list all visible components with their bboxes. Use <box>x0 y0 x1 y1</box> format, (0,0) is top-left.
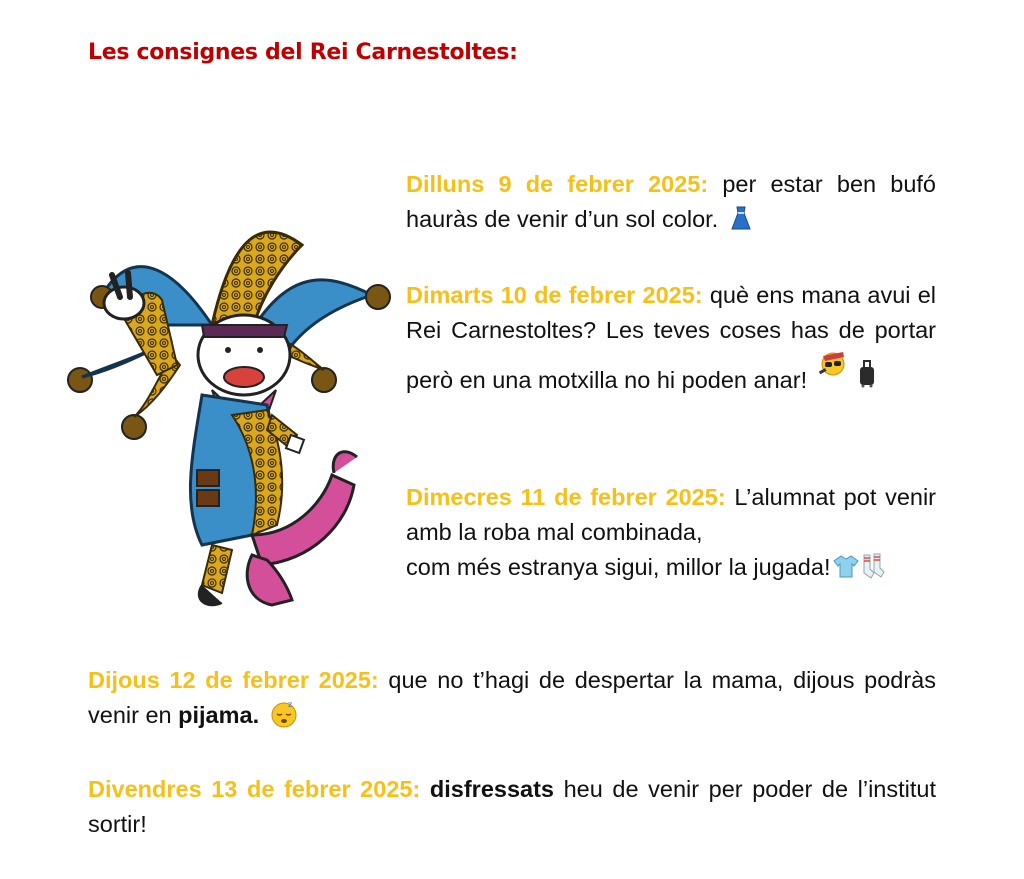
entry-text-2: com més estranya sigui, millor la jugada! <box>406 554 831 580</box>
entry-thursday <box>88 663 936 733</box>
cool-face-icon <box>817 348 847 378</box>
entry-wednesday <box>406 480 936 585</box>
jester-illustration <box>62 205 402 615</box>
socks-icon <box>860 553 886 579</box>
luggage-icon <box>856 358 878 388</box>
entry-date: Dimarts 10 de febrer 2025: <box>406 282 703 308</box>
entry-date: Dijous 12 de febrer 2025: <box>88 667 379 693</box>
entry-text-end: poden anar! <box>681 367 808 393</box>
entry-date: Dilluns 9 de febrer 2025: <box>406 171 709 197</box>
page-title: Les consignes del Rei Carnestoltes: <box>88 40 518 65</box>
entry-text: què ens mana avui el Rei Carnestoltes? Les teves coses has de portar però en una motxilla no hi <box>406 282 936 393</box>
entry-bold: disfressats <box>429 776 554 802</box>
svg-text:z: z <box>287 700 292 709</box>
sleeping-face-icon <box>269 699 299 729</box>
entry-date: Divendres 13 de febrer 2025: <box>88 776 421 802</box>
entry-friday <box>88 772 936 842</box>
dress-icon <box>728 205 754 231</box>
entry-monday <box>406 167 936 237</box>
entry-text: L’alumnat pot venir amb la roba mal combinada, <box>406 484 937 545</box>
entry-text: heu de venir per poder de l’institut sortir! <box>88 776 937 837</box>
tshirt-icon <box>833 553 859 579</box>
entry-text: per estar ben bufó hauràs de venir d’un sol color. <box>406 171 936 232</box>
entry-tuesday <box>406 278 936 409</box>
entry-date: Dimecres 11 de febrer 2025: <box>406 484 726 510</box>
entry-text: que no t’hagi de despertar la mama, dijous podràs venir en <box>88 667 937 728</box>
entry-bold: pijama. <box>178 702 260 728</box>
